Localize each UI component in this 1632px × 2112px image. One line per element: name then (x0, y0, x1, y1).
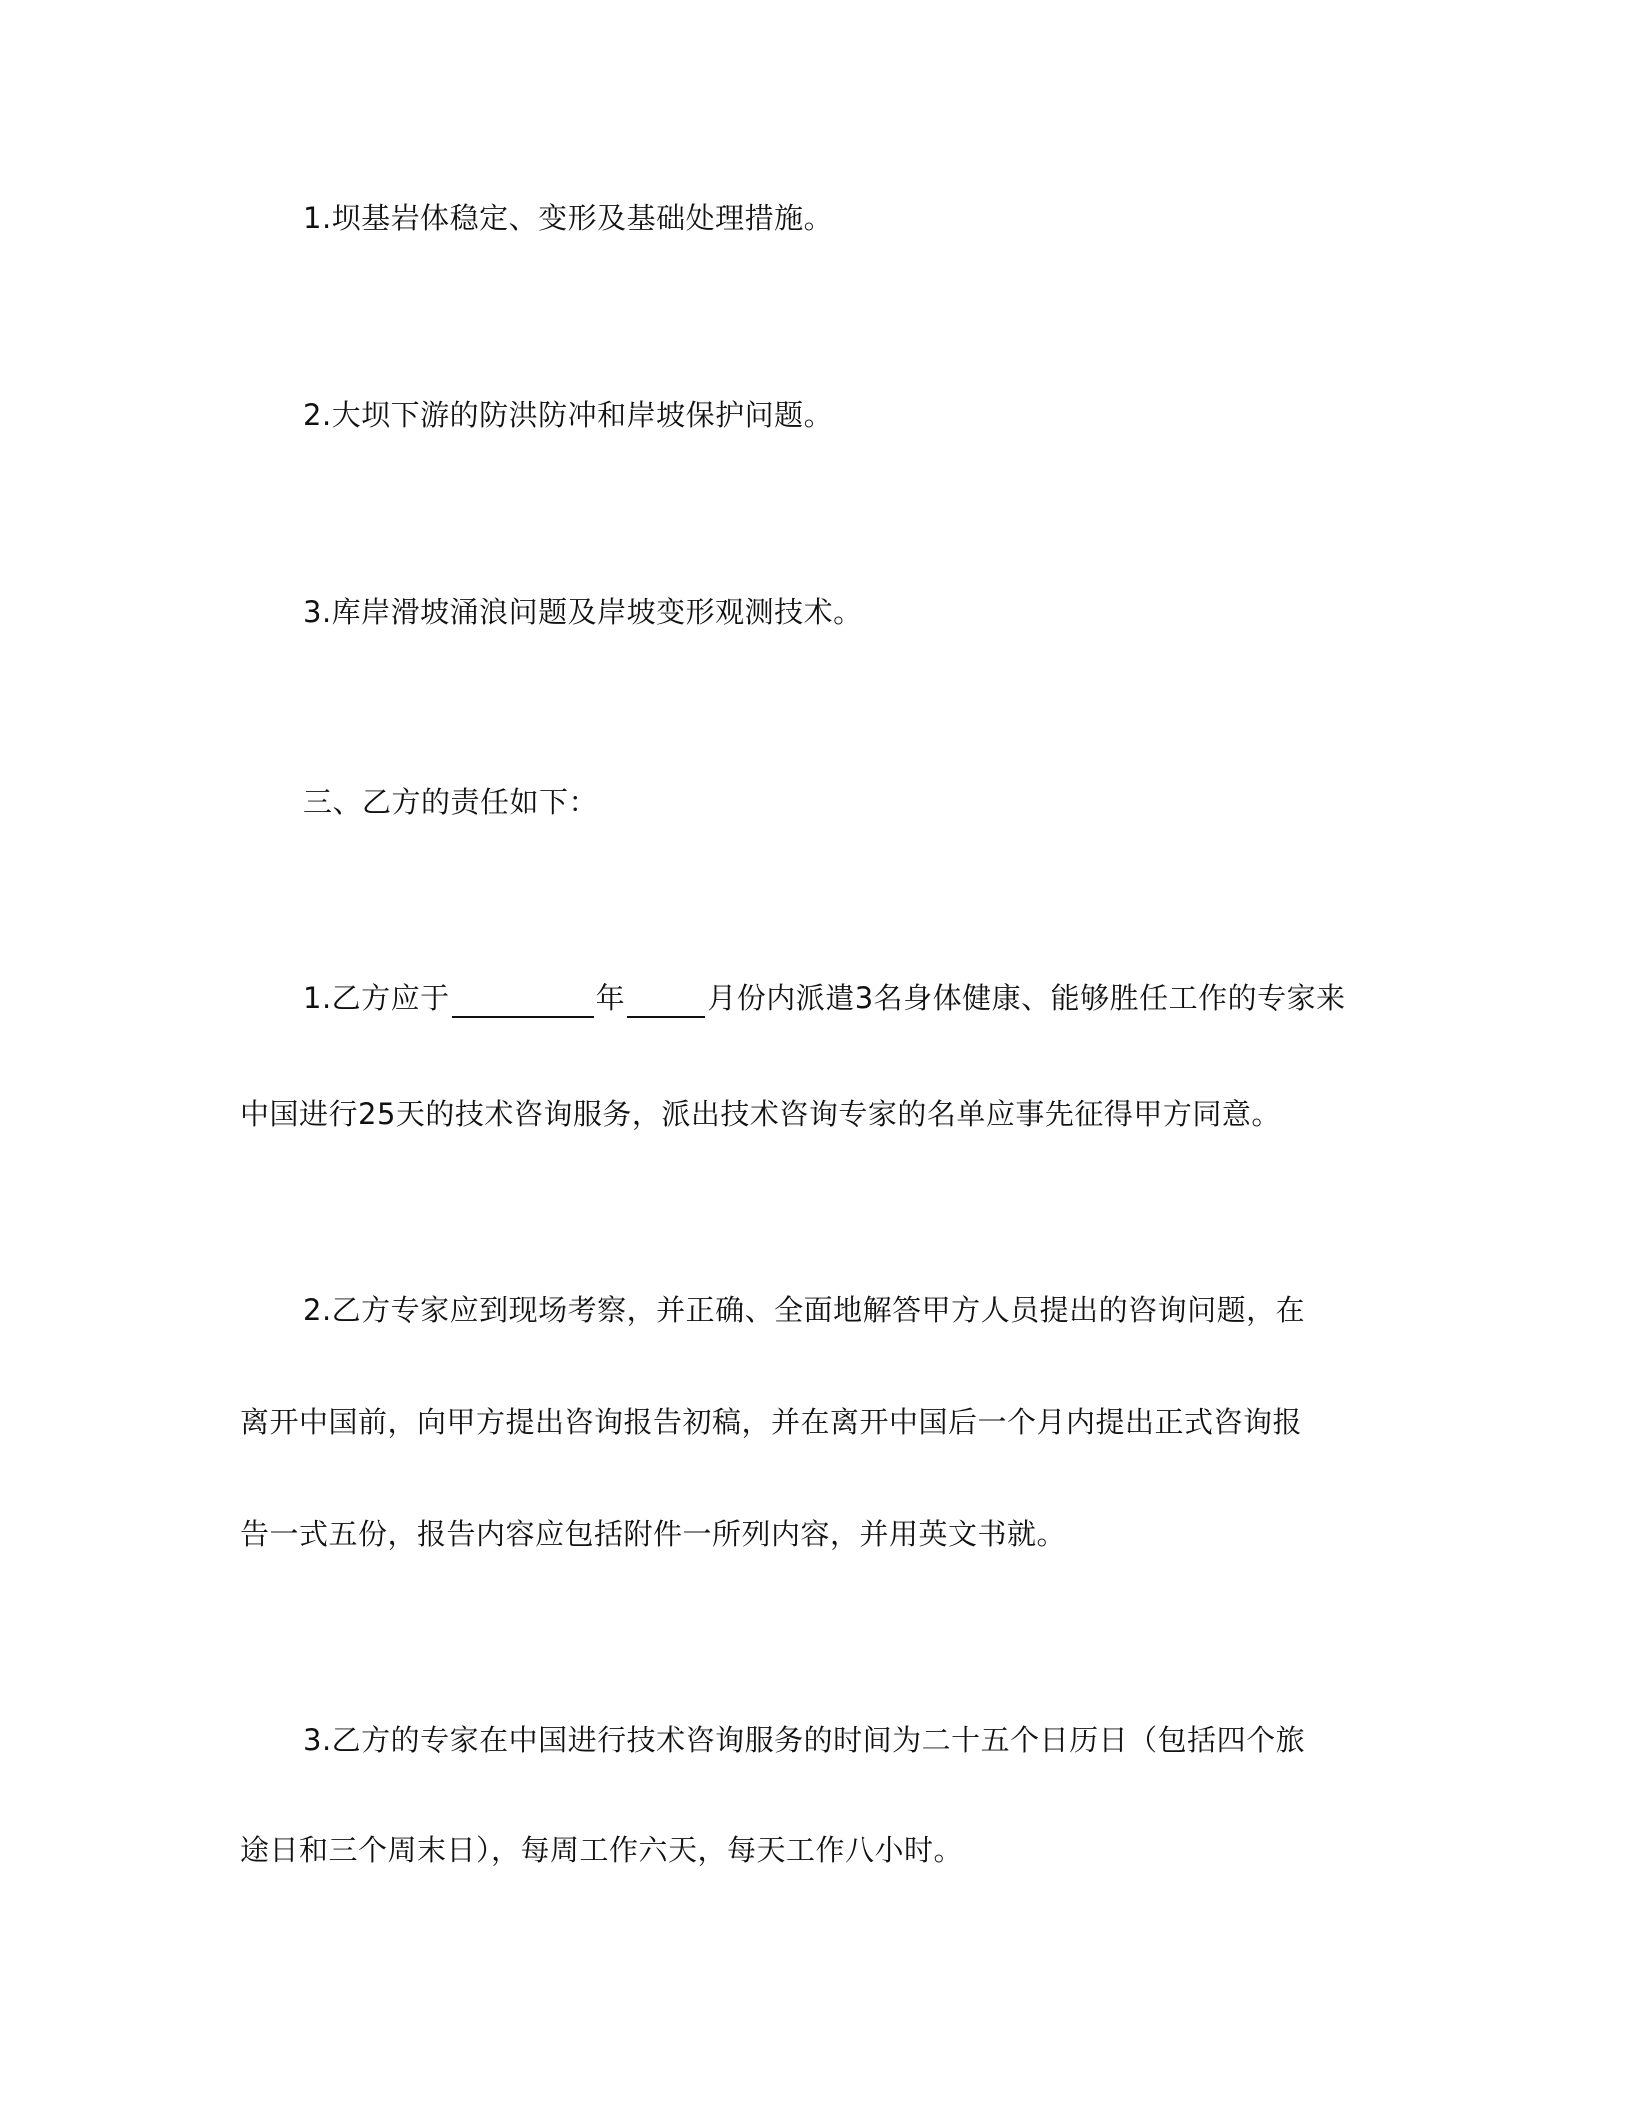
responsibility-3-line-1: 3.乙方的专家在中国进行技术咨询服务的时间为二十五个日历日（包括四个旅 (303, 1723, 1306, 1757)
responsibility-2-line-2: 离开中国前，向甲方提出咨询报告初稿，并在离开中国后一个月内提出正式咨询报 (240, 1405, 1303, 1439)
section-heading: 三、乙方的责任如下： (303, 785, 599, 819)
responsibility-1-line-1 (303, 978, 1346, 1018)
month-blank (627, 982, 705, 1018)
responsibility-3-line-2: 途日和三个周末日），每周工作六天，每天工作八小时。 (240, 1833, 964, 1867)
year-blank (452, 982, 594, 1018)
responsibility-1-text-b: 年 (595, 981, 626, 1015)
responsibility-2-line-1: 2.乙方专家应到现场考察，并正确、全面地解答甲方人员提出的咨询问题，在 (303, 1293, 1306, 1327)
responsibility-1-text-a: 1.乙方应于 (303, 981, 450, 1015)
topic-item-3: 3.库岸滑坡涌浪问题及岸坡变形观测技术。 (303, 595, 863, 629)
responsibility-1-line-2: 中国进行25天的技术咨询服务，派出技术咨询专家的名单应事先征得甲方同意。 (240, 1097, 1281, 1131)
responsibility-1-text-c: 月份内派遣3名身体健康、能够胜任工作的专家来 (707, 981, 1346, 1015)
topic-item-2: 2.大坝下游的防洪防冲和岸坡保护问题。 (303, 398, 834, 432)
topic-item-1: 1.坝基岩体稳定、变形及基础处理措施。 (303, 201, 834, 235)
responsibility-2-line-3: 告一式五份，报告内容应包括附件一所列内容，并用英文书就。 (240, 1517, 1067, 1551)
